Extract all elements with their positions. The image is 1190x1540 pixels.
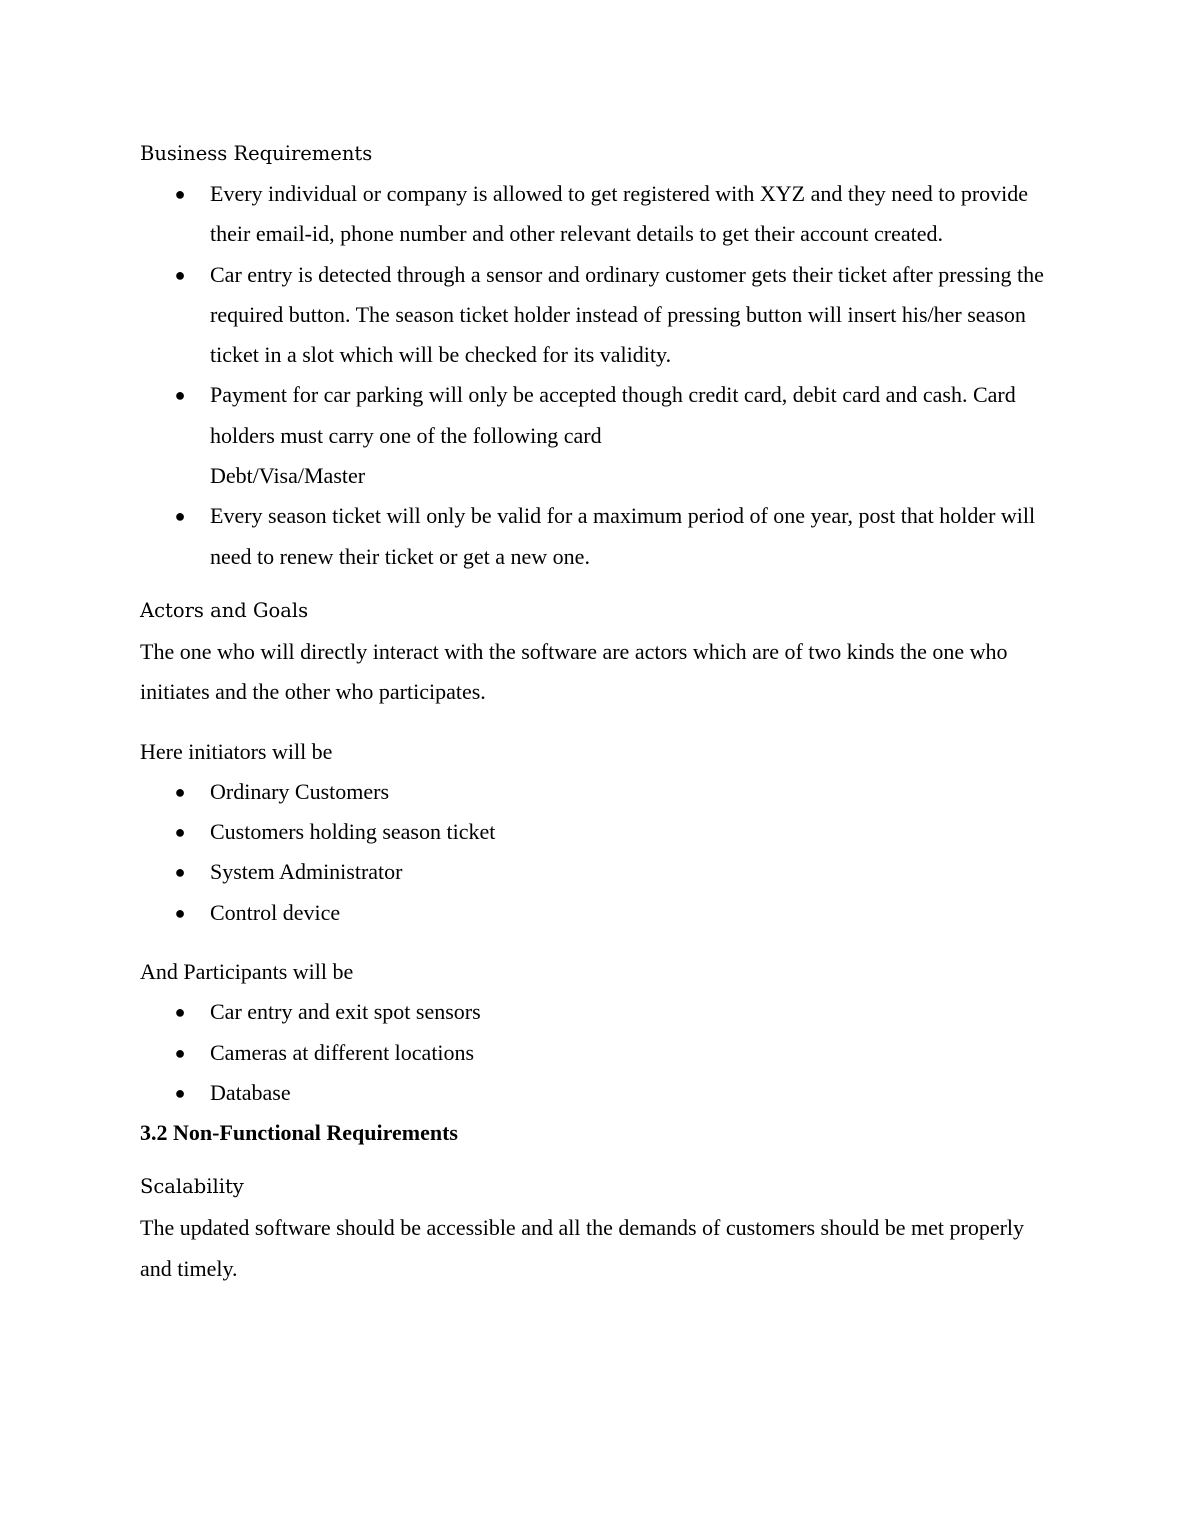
list-item (140, 1033, 1050, 1073)
list-item (140, 772, 1050, 812)
initiators-list (140, 772, 1050, 933)
list-item-text: Database (210, 1079, 291, 1105)
bullet-icon: ● (174, 264, 186, 285)
actors-and-goals-heading: Actors and Goals (140, 598, 309, 622)
bullet-icon: ● (174, 506, 186, 527)
bullet-icon: ● (174, 1042, 186, 1063)
card-types-line: Debt/Visa/Master (210, 463, 366, 489)
list-item-text: Ordinary Customers (210, 778, 390, 804)
bullet-icon: ● (174, 184, 186, 204)
list-item (140, 1073, 1050, 1113)
document-body (140, 138, 1050, 1289)
list-item (140, 174, 1050, 255)
list-item-text: Every season ticket will only be valid for a maximum period of one year, post that holder will need to renew their ticket or get a new one. (210, 503, 1036, 569)
list-item (140, 992, 1050, 1032)
list-item (140, 852, 1050, 892)
business-requirements-list (140, 174, 1050, 577)
scalability-paragraph: The updated software should be accessible and all the demands of customers should be met properly and timely. (140, 1215, 1025, 1281)
participants-intro: And Participants will be (140, 959, 354, 985)
list-item-text: Payment for car parking will only be accepted though credit card, debit card and cash. Card holders must carry one of the following card (210, 382, 1016, 448)
initiators-intro: Here initiators will be (140, 738, 333, 764)
bullet-icon: ● (174, 1082, 186, 1103)
list-item (140, 375, 1050, 496)
list-item-text: Every individual or company is allowed to get registered with XYZ and they need to provide their email-id, phone number and other relevant details to get their account created. (210, 181, 1029, 247)
bullet-icon: ● (174, 862, 186, 883)
list-item (140, 496, 1050, 577)
bullet-icon: ● (174, 822, 186, 843)
bullet-icon: ● (174, 1002, 186, 1023)
list-item-text: Car entry and exit spot sensors (210, 999, 481, 1025)
participants-list (140, 992, 1050, 1113)
list-item (140, 255, 1050, 376)
bullet-icon: ● (174, 902, 186, 923)
bullet-icon: ● (174, 781, 186, 802)
list-item-text: Control device (210, 899, 341, 925)
bullet-icon: ● (174, 385, 186, 406)
business-requirements-heading: Business Requirements (140, 142, 373, 165)
list-item-text: System Administrator (210, 859, 403, 885)
actors-intro-paragraph: The one who will directly interact with the software are actors which are of two kinds the one who initiates and the other who participates. (140, 638, 1008, 705)
list-item (140, 893, 1050, 933)
list-item-text: Customers holding season ticket (210, 819, 496, 845)
list-item-text: Cameras at different locations (210, 1039, 475, 1065)
scalability-heading: Scalability (140, 1175, 244, 1199)
non-functional-requirements-heading: 3.2 Non-Functional Requirements (140, 1120, 458, 1146)
list-item-text: Car entry is detected through a sensor and ordinary customer gets their ticket after pressing the required button. The season ticket holder instead of pressing button will insert his/her season ticket in a slot which will be checked for its validity. (210, 261, 1044, 368)
list-item (140, 812, 1050, 852)
